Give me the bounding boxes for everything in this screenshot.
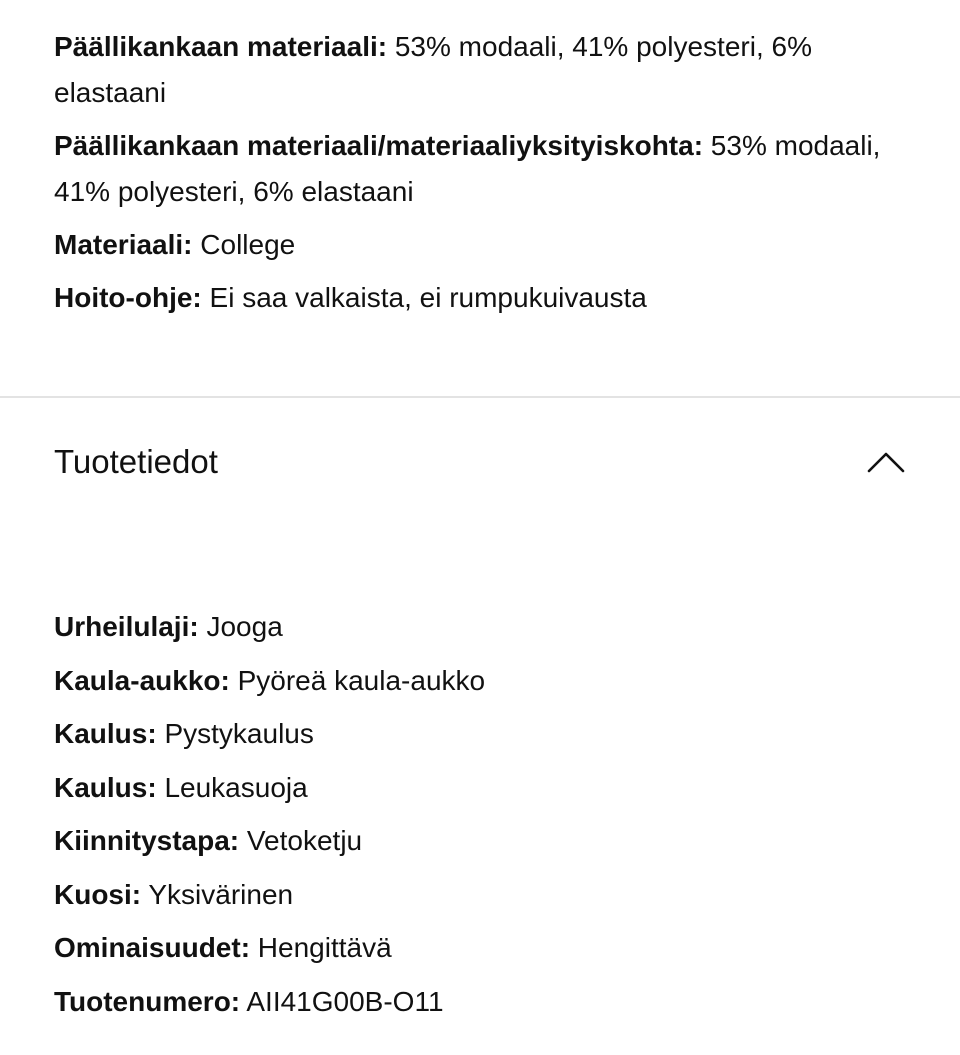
- spec-label: Tuotenumero:: [54, 985, 241, 1017]
- spec-label: Päällikankaan materiaali:: [54, 31, 388, 62]
- product-details-section: [54, 604, 914, 1032]
- spec-label: Hoito-ohje:: [54, 282, 202, 313]
- product-detail-row: [54, 979, 914, 1025]
- spec-value: 53% modaali, 41% polyesteri, 6% elastaani: [54, 31, 812, 108]
- spec-value: Vetoketju: [239, 825, 363, 856]
- product-detail-row: [54, 818, 914, 864]
- spec-value: Yksivärinen: [141, 878, 294, 910]
- spec-value: Ei saa valkaista, ei rumpukuivausta: [201, 282, 647, 313]
- product-detail-row: [54, 872, 914, 918]
- spec-label: Kaulus:: [54, 718, 157, 749]
- spec-value: Hengittävä: [250, 932, 392, 963]
- product-detail-row: [54, 604, 914, 650]
- spec-label: Ominaisuudet:: [54, 932, 251, 963]
- spec-value: College: [192, 229, 296, 260]
- accordion-title: Tuotetiedot: [54, 443, 218, 480]
- spec-value: Pyöreä kaula-aukko: [229, 664, 486, 696]
- spec-label: Materiaali:: [54, 229, 193, 260]
- product-details-accordion-toggle[interactable]: [54, 432, 906, 492]
- spec-label: Kuosi:: [54, 878, 142, 910]
- spec-value: AII41G00B-O11: [240, 985, 444, 1017]
- product-detail-row: [54, 925, 914, 971]
- spec-value: Leukasuoja: [156, 771, 308, 803]
- product-detail-row: [54, 658, 914, 704]
- spec-value: Pystykaulus: [156, 718, 314, 749]
- spec-label: Päällikankaan materiaali/materiaaliyksityiskohta:: [54, 130, 704, 161]
- spec-label: Kaula-aukko:: [54, 664, 230, 696]
- spec-label: Urheilulaji:: [54, 611, 199, 642]
- spec-label: Kaulus:: [54, 771, 157, 803]
- spec-value: Jooga: [198, 611, 283, 642]
- material-detail-row: [54, 222, 914, 268]
- section-divider: [0, 396, 960, 398]
- material-detail-row: [54, 275, 914, 321]
- spec-label: Kiinnitystapa:: [54, 825, 240, 856]
- material-details-section: [54, 24, 914, 321]
- chevron-up-icon[interactable]: [866, 447, 906, 477]
- spec-value: 53% modaali, 41% polyesteri, 6% elastaani: [54, 130, 881, 207]
- product-detail-row: [54, 711, 914, 757]
- material-detail-row: [54, 24, 914, 116]
- material-detail-row: [54, 123, 914, 215]
- product-detail-row: [54, 765, 914, 811]
